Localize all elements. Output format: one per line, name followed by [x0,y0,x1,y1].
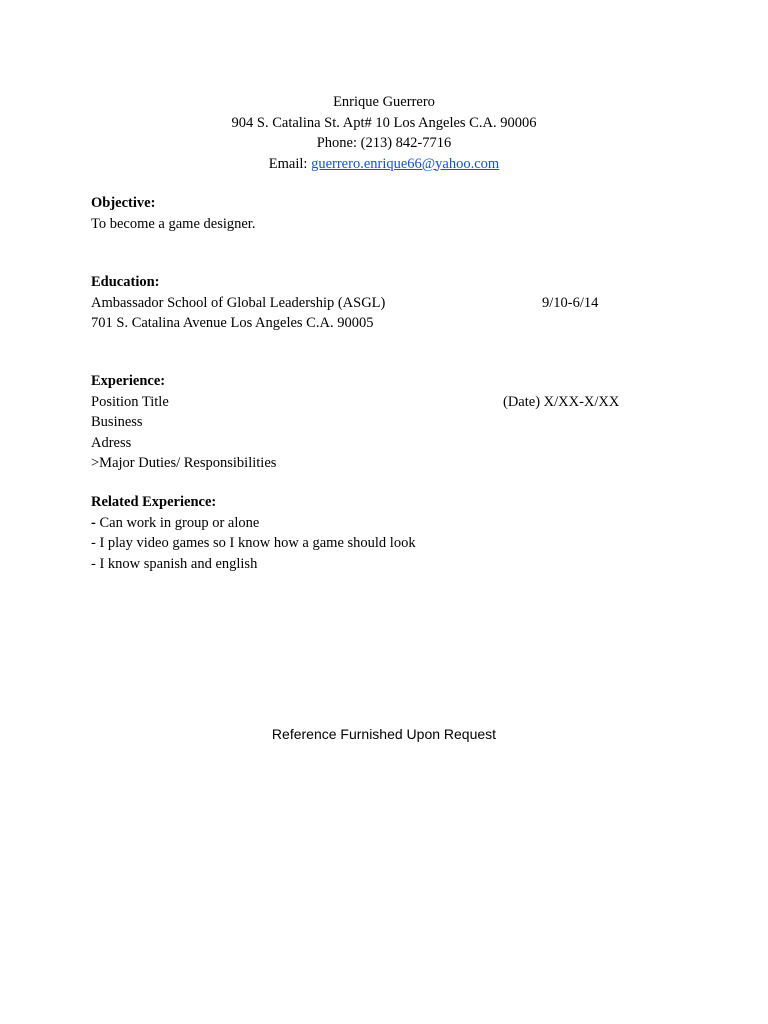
objective-text: To become a game designer. [91,215,256,232]
related-experience-section [91,492,651,574]
education-dates: 9/10-6/14 [542,294,599,311]
education-school: Ambassador School of Global Leadership (ASGL) [91,294,386,311]
experience-heading: Experience: [91,373,166,389]
experience-position-row [91,392,651,413]
references-footer: Reference Furnished Upon Request [271,726,497,742]
related-item: - I know spanish and english [91,555,258,572]
related-item [91,513,651,534]
contact-address: 904 S. Catalina St. Apt# 10 Los Angeles C.A. 90006 [231,114,537,131]
email-label: Email: [268,155,312,172]
education-section [91,272,651,334]
contact-phone: Phone: (213) 842-7716 [316,135,452,151]
email-link[interactable]: guerrero.enrique66@yahoo.com [311,155,500,172]
experience-business: Business [91,414,143,430]
experience-address: Adress [91,434,132,451]
education-heading: Education: [91,274,160,290]
experience-section [91,371,651,474]
objective-section [91,193,651,234]
experience-duties: >Major Duties/ Responsibilities [91,455,277,471]
related-heading: Related Experience: [91,494,217,510]
experience-position: Position Title [91,393,169,410]
contact-name: Enrique Guerrero [333,94,435,110]
related-item-text: Can work in group or alone [95,514,260,531]
experience-dates: (Date) X/XX-X/XX [503,393,620,410]
related-item-dash: - [91,514,96,531]
education-school-row [91,293,651,314]
education-address: 701 S. Catalina Avenue Los Angeles C.A. 90005 [91,315,374,331]
contact-header [0,92,768,174]
objective-heading: Objective: [91,195,156,211]
contact-email-line [0,154,768,175]
related-item: - I play video games so I know how a game should look [91,535,416,551]
